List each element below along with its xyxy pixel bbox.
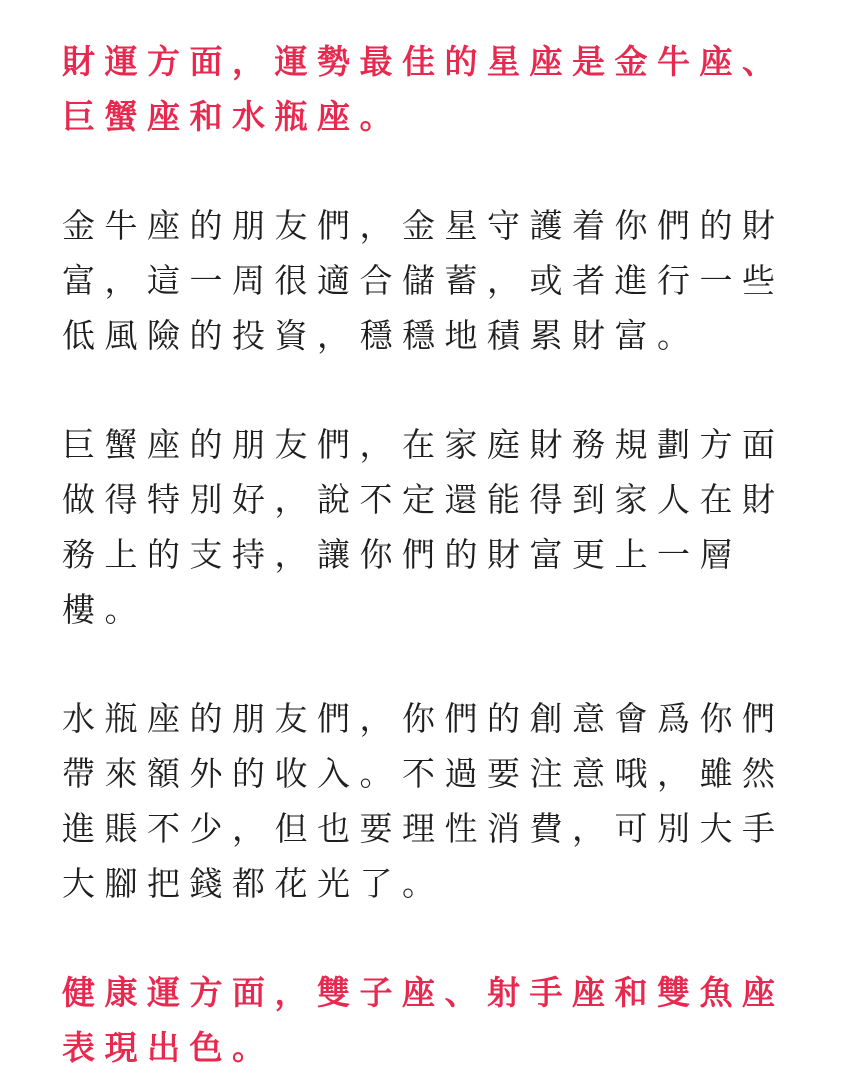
- cancer-paragraph: 巨蟹座的朋友們，在家庭財務規劃方面做得特別好，說不定還能得到家人在財務上的支持，讓你們的財富更上一層樓。: [62, 425, 785, 629]
- wealth-fortune-heading: 財運方面，運勢最佳的星座是金牛座、巨蟹座和水瓶座。: [62, 42, 785, 136]
- health-fortune-heading: 健康運方面，雙子座、射手座和雙魚座表現出色。: [62, 973, 785, 1067]
- paragraph-spacer: [62, 637, 812, 691]
- article-body: [62, 34, 812, 1075]
- aquarius-paragraph: 水瓶座的朋友們，你們的創意會爲你們帶來額外的收入。不過要注意哦，雖然進賬不少，但也要理性消費，可別大手大腳把錢都花光了。: [62, 699, 785, 903]
- paragraph-spacer: [62, 911, 812, 965]
- paragraph-spacer: [62, 144, 812, 198]
- paragraph-spacer: [62, 363, 812, 417]
- taurus-paragraph: 金牛座的朋友們，金星守護着你們的財富，這一周很適合儲蓄，或者進行一些低風險的投資，穩穩地積累財富。: [62, 206, 785, 355]
